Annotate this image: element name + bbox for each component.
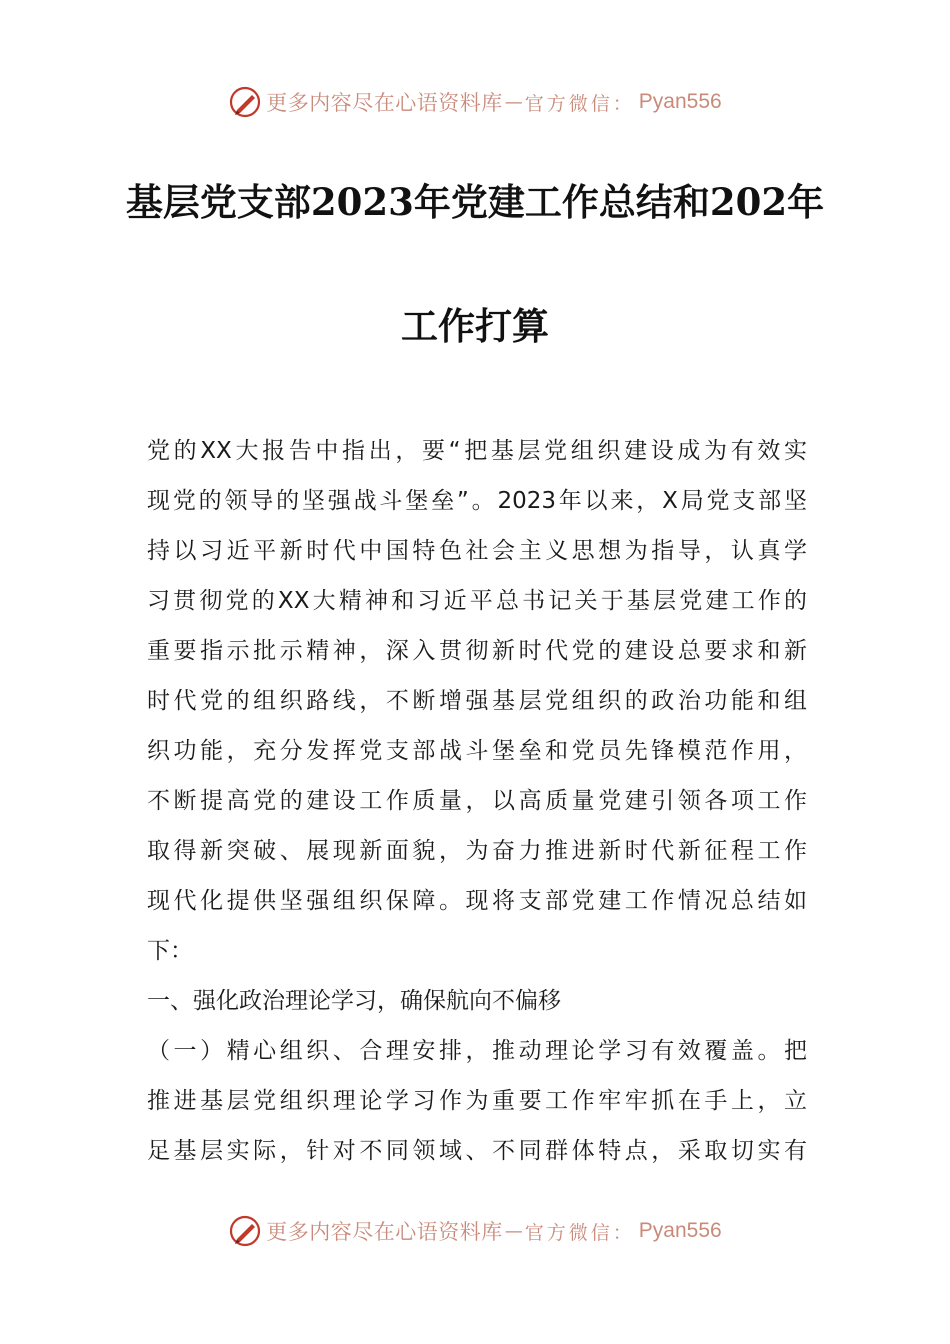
body-line: 不断提高党的建设工作质量，以高质量党建引领各项工作	[147, 788, 807, 814]
body-line: 党的XX大报告中指出，要“把基层党组织建设成为有效实	[147, 438, 807, 464]
body-line: 持以习近平新时代中国特色社会主义思想为指导，认真学	[147, 538, 807, 564]
body-line: 织功能，充分发挥党支部战斗堡垒和党员先锋模范作用，	[147, 738, 807, 764]
document-body	[147, 426, 807, 1176]
banner-brand-text: 更多内容尽在心语资料库	[266, 91, 503, 115]
body-line: 现党的领导的坚强战斗堡垒”。2023年以来，X局党支部坚	[147, 488, 807, 514]
footer-banner	[0, 1211, 950, 1251]
body-line: 推进基层党组织理论学习作为重要工作牢牢抓在手上，立	[147, 1088, 807, 1114]
banner-wechat-id: Pyan556	[638, 90, 722, 113]
banner-wechat-id: Pyan556	[638, 1219, 722, 1242]
banner-dash: —	[504, 91, 523, 113]
header-banner	[0, 82, 950, 122]
banner-wechat-label: 官方微信：	[524, 1221, 635, 1244]
body-line: 习贯彻党的XX大精神和习近平总书记关于基层党建工作的	[147, 588, 807, 614]
body-line: 现代化提供坚强组织保障。现将支部党建工作情况总结如	[147, 888, 807, 914]
pen-logo-icon	[228, 1214, 262, 1248]
banner-brand-text: 更多内容尽在心语资料库	[266, 1220, 503, 1244]
body-line: 足基层实际，针对不同领域、不同群体特点，采取切实有	[147, 1138, 807, 1164]
banner-dash: —	[504, 1220, 523, 1242]
body-line: 时代党的组织路线，不断增强基层党组织的政治功能和组	[147, 688, 807, 714]
body-line: 下：	[147, 938, 193, 964]
document-title-line1: 基层党支部2023年党建工作总结和202年	[125, 180, 825, 224]
pen-logo-icon	[228, 85, 262, 119]
banner-wechat-label: 官方微信：	[524, 92, 635, 115]
body-line: （一）精心组织、合理安排，推动理论学习有效覆盖。把	[147, 1038, 807, 1064]
body-line: 取得新突破、展现新面貌，为奋力推进新时代新征程工作	[147, 838, 807, 864]
document-title-line2: 工作打算	[401, 304, 549, 348]
section-heading: 一、强化政治理论学习，确保航向不偏移	[147, 988, 561, 1014]
body-line: 重要指示批示精神，深入贯彻新时代党的建设总要求和新	[147, 638, 807, 664]
